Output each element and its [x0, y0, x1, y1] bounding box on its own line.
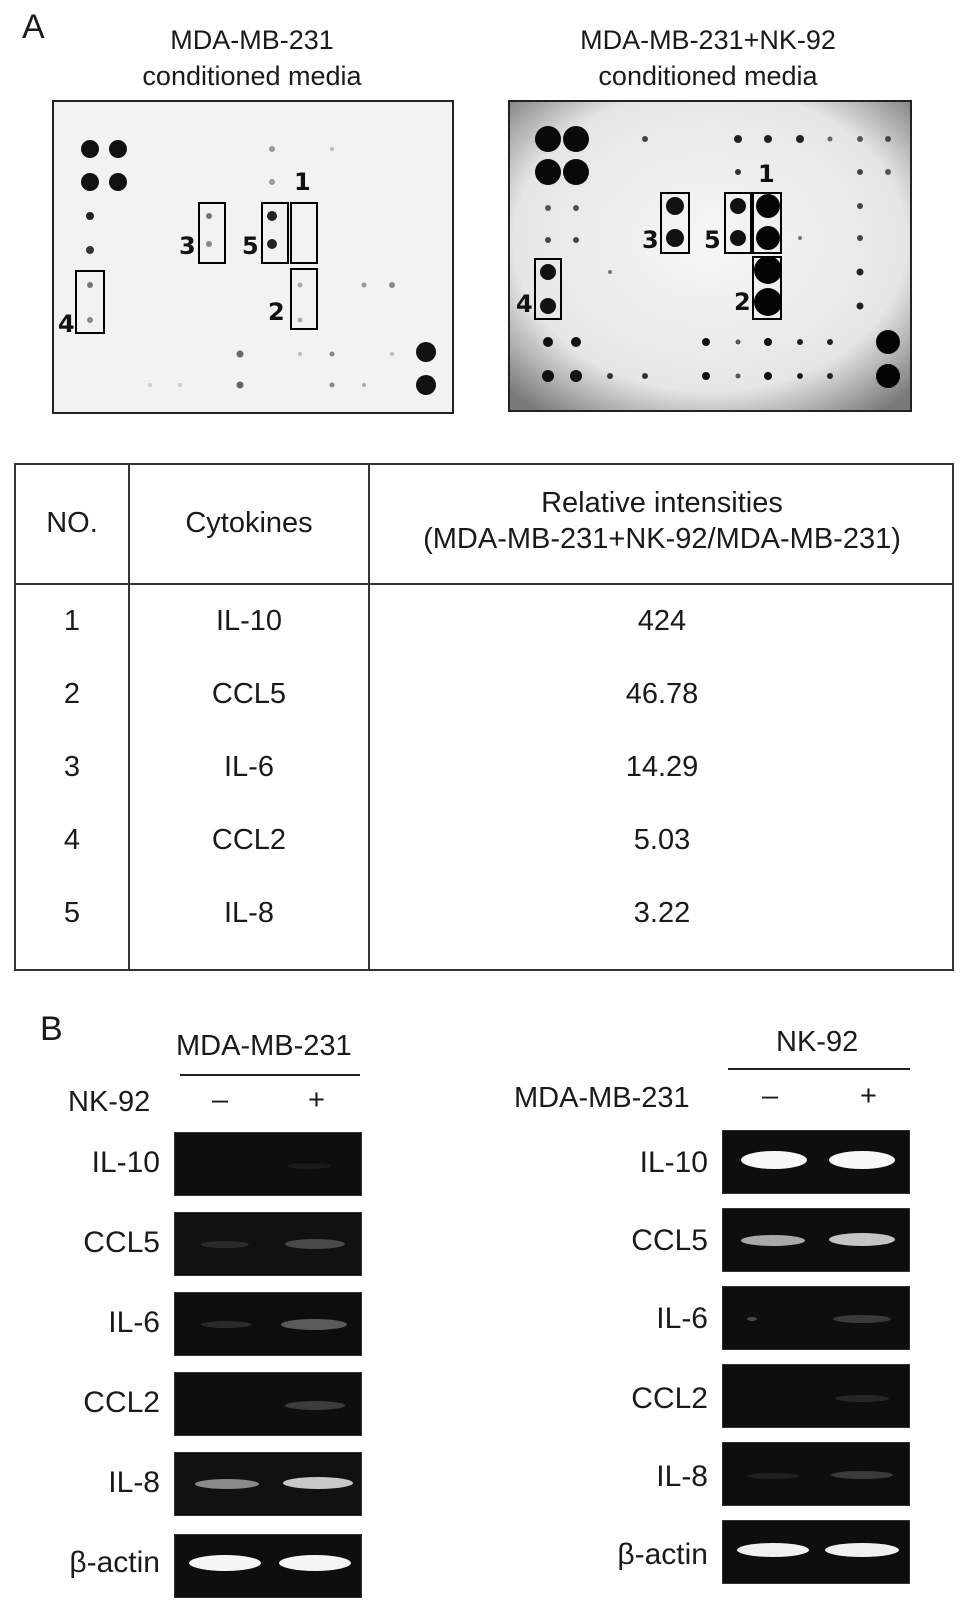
gel-right-gene-label: CCL5	[631, 1224, 708, 1257]
row-no: 4	[63, 824, 81, 856]
gel-right-lane-minus: –	[762, 1080, 779, 1112]
gel-left-gene-label: IL-8	[108, 1466, 160, 1499]
left-box-3	[198, 202, 226, 264]
gel-left-gene-label: IL-10	[91, 1146, 160, 1179]
row-value: 3.22	[633, 897, 691, 929]
gel-left-gene-label: β-actin	[69, 1546, 160, 1579]
gel-lane-bactin-right	[722, 1520, 910, 1584]
left-box-1	[290, 202, 318, 264]
gel-left-title-underline	[180, 1074, 360, 1076]
row-cytokine: IL-10	[215, 605, 283, 637]
right-label-1: 1	[758, 160, 775, 188]
blot-left-title-line2: conditioned media	[142, 61, 362, 91]
gel-left-gene-label: CCL5	[83, 1226, 160, 1259]
right-box-2	[752, 256, 782, 320]
row-value: 14.29	[625, 751, 699, 783]
gel-lane-il8-right	[722, 1442, 910, 1506]
gel-lane-il6-left	[174, 1292, 362, 1356]
gel-lane-bactin-left	[174, 1534, 362, 1598]
gel-right-gene-label: β-actin	[617, 1538, 708, 1571]
row-no: 2	[63, 678, 81, 710]
right-label-3: 3	[642, 226, 659, 254]
right-label-4: 4	[516, 290, 533, 318]
gel-left-lane-minus: –	[212, 1084, 229, 1116]
gel-lane-ccl5-right	[722, 1208, 910, 1272]
row-value: 424	[637, 605, 687, 637]
blot-left-title	[52, 22, 452, 94]
row-no: 5	[63, 897, 81, 929]
gel-left-title: MDA-MB-231	[176, 1030, 352, 1062]
gel-right-title: NK-92	[776, 1026, 859, 1058]
row-cytokine: IL-6	[224, 751, 274, 783]
right-label-2: 2	[734, 288, 751, 316]
gel-lane-ccl2-right	[722, 1364, 910, 1428]
gel-right-title-underline	[728, 1068, 910, 1070]
left-label-4: 4	[58, 310, 75, 338]
table-header-relative-intensities: Relative intensities	[541, 487, 783, 519]
gel-right-treatment-label: MDA-MB-231	[514, 1082, 690, 1114]
left-label-5: 5	[242, 232, 259, 260]
panel-a-letter: A	[22, 8, 45, 46]
gel-left-gene-label: CCL2	[83, 1386, 160, 1419]
row-cytokine: IL-8	[224, 897, 274, 929]
cytokine-array-membrane-right	[508, 100, 912, 412]
gel-right-gene-label: IL-6	[656, 1302, 708, 1335]
row-value: 46.78	[625, 678, 699, 710]
left-box-2	[290, 268, 318, 330]
cytokine-array-membrane-left	[52, 100, 454, 414]
row-no: 1	[63, 605, 81, 637]
left-label-2: 2	[268, 298, 285, 326]
right-label-5: 5	[704, 226, 721, 254]
right-box-4	[534, 258, 562, 320]
left-box-4	[75, 270, 105, 334]
left-box-5	[261, 202, 289, 264]
row-cytokine: CCL2	[211, 824, 287, 856]
row-value: 5.03	[633, 824, 691, 856]
gel-left-gene-label: IL-6	[108, 1306, 160, 1339]
gel-lane-il8-left	[174, 1452, 362, 1516]
right-box-3	[660, 192, 690, 254]
gel-lane-ccl5-left	[174, 1212, 362, 1276]
left-label-3: 3	[179, 232, 196, 260]
gel-right-lane-plus: +	[860, 1080, 877, 1112]
right-box-5	[724, 192, 752, 254]
row-no: 3	[63, 751, 81, 783]
gel-left-lane-plus: +	[308, 1084, 325, 1116]
cytokine-table	[14, 463, 954, 971]
gel-right-gene-label: IL-8	[656, 1460, 708, 1493]
membrane-right-dots	[510, 102, 910, 410]
gel-lane-ccl2-left	[174, 1372, 362, 1436]
left-label-1: 1	[294, 168, 311, 196]
blot-right-title-line1: MDA-MB-231+NK-92	[580, 25, 836, 55]
blot-right-title	[506, 22, 910, 94]
row-cytokine: CCL5	[211, 678, 287, 710]
gel-lane-il10-left	[174, 1132, 362, 1196]
blot-left-title-line1: MDA-MB-231	[170, 25, 334, 55]
table-header-no: NO.	[46, 507, 98, 539]
table-header-ratio: (MDA-MB-231+NK-92/MDA-MB-231)	[423, 523, 901, 555]
gel-lane-il6-right	[722, 1286, 910, 1350]
gel-right-gene-label: IL-10	[639, 1146, 708, 1179]
blot-right-title-line2: conditioned media	[598, 61, 818, 91]
gel-left-treatment-label: NK-92	[68, 1086, 151, 1118]
panel-b-letter: B	[40, 1010, 63, 1048]
table-header-cytokines: Cytokines	[185, 507, 313, 539]
right-box-1	[752, 192, 782, 254]
gel-right-gene-label: CCL2	[631, 1382, 708, 1415]
gel-lane-il10-right	[722, 1130, 910, 1194]
